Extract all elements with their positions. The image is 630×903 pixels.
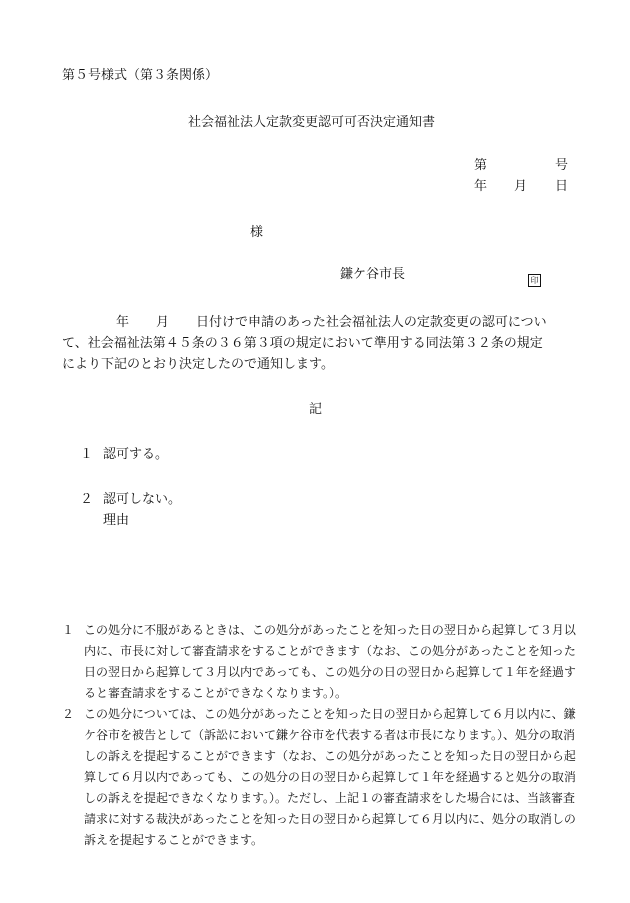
body-year: 年 [116,315,130,330]
item-number: ２ [80,492,94,507]
form-label: 第５号様式（第３条関係） [62,68,219,83]
item-disapprove: 認可しない。 [103,492,182,507]
note-text: この処分に不服があるときは、この処分があったことを知った日の翌日から起算して３月以内に、市長に対して審査請求をすることができます（なお、この処分があったことを知った日の翌日から起算して３月以内であっても、この処分の日の翌日から起算して１年を経過すると審査請求をすることができなくなります。）。 [84,623,576,700]
ki-heading: 記 [309,402,323,417]
note-text: この処分については、この処分があったことを知った日の翌日から起算して６月以内に、鎌ケ谷市を被告として（訴訟において鎌ケ谷市を代表する者は市長になります。）、処分の取消しの訴えを提起することができます（なお、この処分があったことを知った日の翌日から起算して６月以内であっても、この処分の日の翌日から起算して１年を経過すると処分の取消しの訴えを提起できなくなります。）。ただし、上記１の審査請求をした場合には、当該審査請求に対する裁決があったことを知った日の翌日から起算して６月以内に、処分の取消しの訴えを提起することができます。 [84,707,576,847]
item-approve: 認可する。 [103,447,169,462]
body-line1-text: 日付けで申請のあった社会福祉法人の定款変更の認可につい [196,315,547,330]
note-item [62,620,582,704]
body-line2: て、社会福祉法第４５条の３６第３項の規定において準用する同法第３２条の規定 [62,336,543,351]
note-item [62,704,582,851]
document-title: 社会福祉法人定款変更認可可否決定通知書 [188,115,436,130]
body-month: 月 [156,315,170,330]
seal-mark [528,268,541,287]
date-month: 月 [514,179,528,194]
recipient-suffix: 様 [250,225,264,240]
notes-section [62,620,582,851]
note-number: ２ [62,707,75,721]
item-number: １ [80,447,94,462]
date-year: 年 [474,179,488,194]
reason-label: 理由 [103,513,130,528]
seal-icon: 印 [528,274,541,287]
date-day: 日 [555,179,569,194]
number-prefix: 第 [474,158,488,173]
number-suffix: 号 [555,158,569,173]
note-number: １ [62,623,75,637]
issuer-name: 鎌ケ谷市長 [340,267,406,282]
body-line3: により下記のとおり決定したので通知します。 [62,357,334,372]
